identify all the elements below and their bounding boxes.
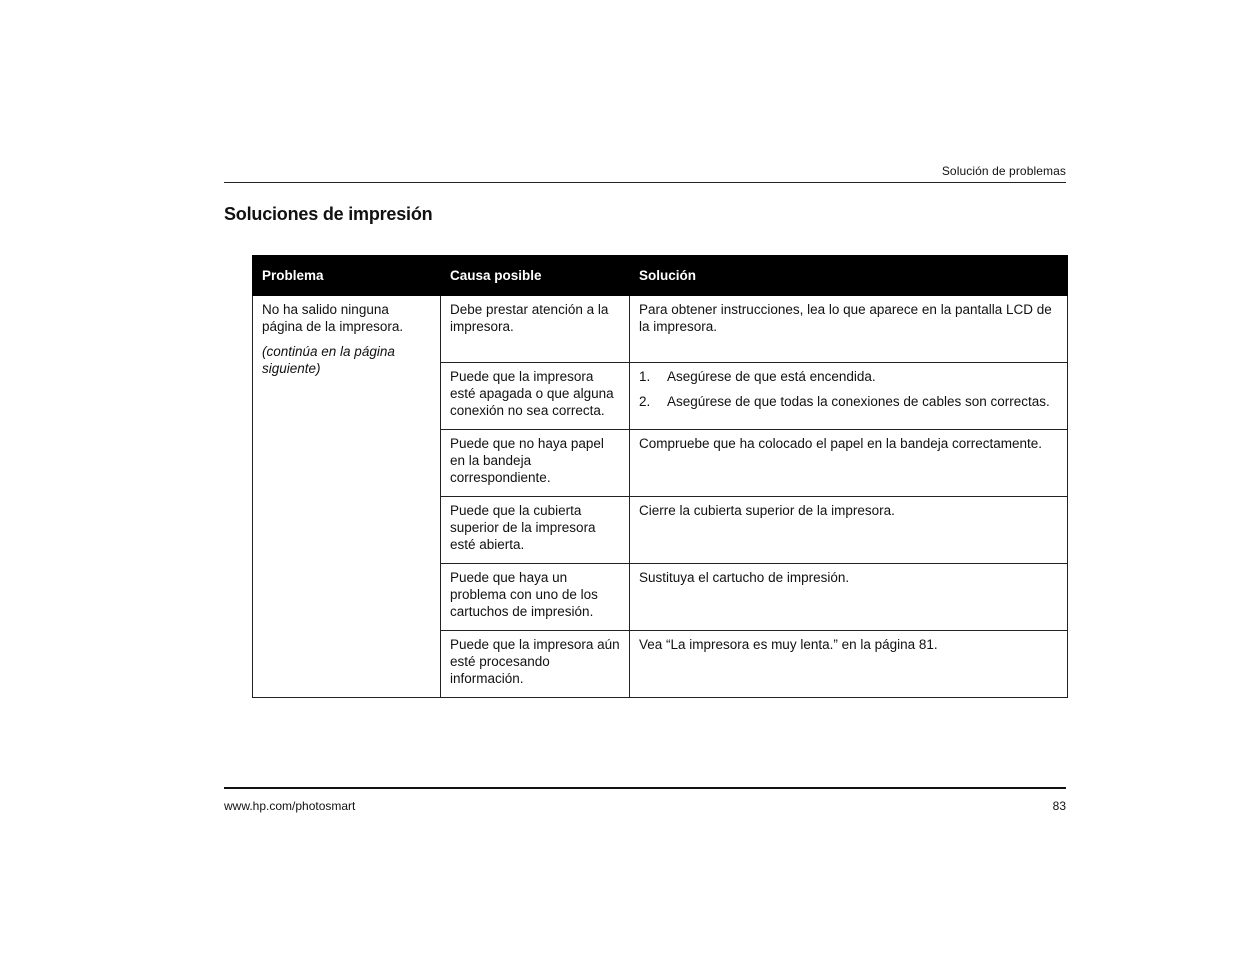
running-header: Solución de problemas (941, 164, 1066, 178)
footer-url: www.hp.com/photosmart (224, 799, 356, 813)
section-title: Soluciones de impresión (224, 204, 433, 224)
step-number: 1. (639, 369, 651, 384)
cause-cell: Puede que la impresora esté apagada o que alguna conexión no sea correcta. (441, 363, 630, 430)
list-item (639, 393, 1058, 410)
page-number: 83 (1052, 799, 1066, 813)
solution-cell: Para obtener instrucciones, lea lo que aparece en la pantalla LCD de la impresora. (630, 296, 1068, 363)
continued-note: (continúa en la página siguiente) (262, 344, 395, 376)
table-header-row (253, 256, 1068, 296)
cause-cell: Puede que haya un problema con uno de los cartuchos de impresión. (441, 564, 630, 631)
cause-cell: Puede que la impresora aún esté procesando información. (441, 631, 630, 698)
column-header-solution: Solución (630, 256, 1068, 296)
step-text: Asegúrese de que todas la conexiones de cables son correctas. (667, 394, 1050, 409)
solution-steps-list (639, 368, 1058, 410)
solution-cell: Cierre la cubierta superior de la impresora. (630, 497, 1068, 564)
table-row (253, 296, 1068, 363)
cause-cell: Debe prestar atención a la impresora. (441, 296, 630, 363)
column-header-cause: Causa posible (441, 256, 630, 296)
step-number: 2. (639, 394, 651, 409)
cause-cell: Puede que no haya papel en la bandeja correspondiente. (441, 430, 630, 497)
problem-cell (253, 296, 441, 698)
step-text: Asegúrese de que está encendida. (667, 369, 876, 384)
column-header-problem: Problema (253, 256, 441, 296)
footer-rule (224, 787, 1066, 789)
solution-cell: Vea “La impresora es muy lenta.” en la página 81. (630, 631, 1068, 698)
troubleshooting-table (252, 255, 1068, 698)
header-rule (224, 182, 1066, 183)
problem-text: No ha salido ninguna página de la impresora. (262, 302, 404, 334)
solution-cell: Sustituya el cartucho de impresión. (630, 564, 1068, 631)
list-item (639, 368, 1058, 385)
solution-cell (630, 363, 1068, 430)
cause-cell: Puede que la cubierta superior de la impresora esté abierta. (441, 497, 630, 564)
solution-cell: Compruebe que ha colocado el papel en la bandeja correctamente. (630, 430, 1068, 497)
